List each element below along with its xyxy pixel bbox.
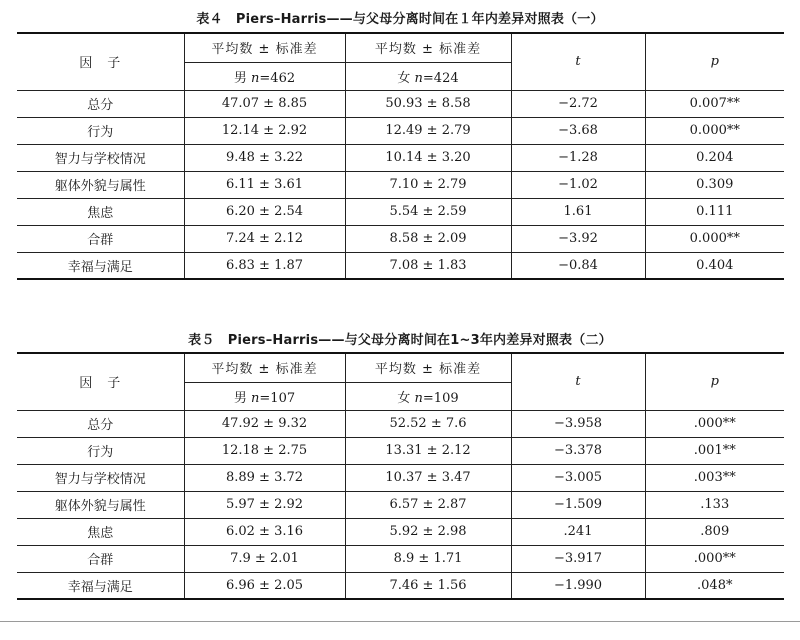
factor-cell: 合群 (17, 225, 184, 252)
t-value-cell: −1.02 (511, 171, 645, 198)
table-4-header-row (17, 33, 784, 62)
female-mean-sd-header: 平均数 ± 标准差 (345, 353, 511, 382)
male-sample-header: 男 n=462 (184, 62, 345, 90)
table-row (17, 252, 784, 279)
female-sample-header: 女 n=424 (345, 62, 511, 90)
table-row (17, 225, 784, 252)
table-row (17, 117, 784, 144)
t-value-cell: −0.84 (511, 252, 645, 279)
table-4-title: 表４ Piers–Harris——与父母分离时间在１年内差异对照表（一） (196, 12, 604, 27)
p-header: p (645, 33, 784, 90)
male-value-cell: 8.89 ± 3.72 (184, 464, 345, 491)
t-value-cell: −2.72 (511, 90, 645, 117)
factor-cell: 智力与学校情况 (17, 144, 184, 171)
female-value-cell: 10.14 ± 3.20 (345, 144, 511, 171)
p-value-cell: 0.204 (645, 144, 784, 171)
t-value-cell: −1.509 (511, 491, 645, 518)
female-value-cell: 5.92 ± 2.98 (345, 518, 511, 545)
factor-cell: 躯体外貌与属性 (17, 491, 184, 518)
t-value-cell: −3.917 (511, 545, 645, 572)
male-value-cell: 12.18 ± 2.75 (184, 437, 345, 464)
table-4 (17, 32, 784, 280)
p-value-cell: 0.111 (645, 198, 784, 225)
table-row (17, 410, 784, 437)
p-value-cell: .133 (645, 491, 784, 518)
p-value-cell: 0.000** (645, 225, 784, 252)
page-bottom-divider (0, 621, 800, 622)
table-row (17, 545, 784, 572)
table-row (17, 572, 784, 599)
male-mean-sd-header: 平均数 ± 标准差 (184, 33, 345, 62)
factor-cell: 焦虑 (17, 198, 184, 225)
male-value-cell: 7.9 ± 2.01 (184, 545, 345, 572)
t-value-cell: .241 (511, 518, 645, 545)
female-value-cell: 7.46 ± 1.56 (345, 572, 511, 599)
p-value-cell: .000** (645, 410, 784, 437)
factor-cell: 焦虑 (17, 518, 184, 545)
table-row (17, 171, 784, 198)
p-value-cell: .003** (645, 464, 784, 491)
t-value-cell: −3.68 (511, 117, 645, 144)
table-row (17, 198, 784, 225)
male-value-cell: 6.20 ± 2.54 (184, 198, 345, 225)
factor-cell: 躯体外貌与属性 (17, 171, 184, 198)
table-row (17, 491, 784, 518)
table-row (17, 437, 784, 464)
male-value-cell: 6.83 ± 1.87 (184, 252, 345, 279)
male-mean-sd-header: 平均数 ± 标准差 (184, 353, 345, 382)
p-value-cell: .001** (645, 437, 784, 464)
p-value-cell: 0.404 (645, 252, 784, 279)
t-value-cell: −3.005 (511, 464, 645, 491)
factor-cell: 行为 (17, 117, 184, 144)
female-sample-header: 女 n=109 (345, 382, 511, 410)
female-value-cell: 5.54 ± 2.59 (345, 198, 511, 225)
table-row (17, 144, 784, 171)
female-mean-sd-header: 平均数 ± 标准差 (345, 33, 511, 62)
female-value-cell: 7.10 ± 2.79 (345, 171, 511, 198)
table-5-title: 表５ Piers–Harris——与父母分离时间在1~3年内差异对照表（二） (188, 333, 612, 348)
table-5 (17, 352, 784, 600)
p-value-cell: .809 (645, 518, 784, 545)
t-value-cell: −3.958 (511, 410, 645, 437)
t-value-cell: 1.61 (511, 198, 645, 225)
table-row (17, 90, 784, 117)
p-header: p (645, 353, 784, 410)
p-value-cell: 0.309 (645, 171, 784, 198)
factor-cell: 智力与学校情况 (17, 464, 184, 491)
female-value-cell: 13.31 ± 2.12 (345, 437, 511, 464)
factor-cell: 总分 (17, 410, 184, 437)
male-value-cell: 6.96 ± 2.05 (184, 572, 345, 599)
t-value-cell: −1.990 (511, 572, 645, 599)
male-value-cell: 9.48 ± 3.22 (184, 144, 345, 171)
factor-header: 因 子 (17, 33, 184, 90)
male-value-cell: 6.11 ± 3.61 (184, 171, 345, 198)
male-value-cell: 47.07 ± 8.85 (184, 90, 345, 117)
male-value-cell: 47.92 ± 9.32 (184, 410, 345, 437)
factor-cell: 总分 (17, 90, 184, 117)
p-value-cell: 0.007** (645, 90, 784, 117)
factor-cell: 幸福与满足 (17, 252, 184, 279)
p-value-cell: .000** (645, 545, 784, 572)
female-value-cell: 12.49 ± 2.79 (345, 117, 511, 144)
factor-header: 因 子 (17, 353, 184, 410)
p-value-cell: 0.000** (645, 117, 784, 144)
factor-cell: 行为 (17, 437, 184, 464)
table-row (17, 518, 784, 545)
p-value-cell: .048* (645, 572, 784, 599)
female-value-cell: 6.57 ± 2.87 (345, 491, 511, 518)
table-5-header-row (17, 353, 784, 382)
female-value-cell: 7.08 ± 1.83 (345, 252, 511, 279)
t-header: t (511, 33, 645, 90)
female-value-cell: 8.9 ± 1.71 (345, 545, 511, 572)
male-sample-header: 男 n=107 (184, 382, 345, 410)
female-value-cell: 52.52 ± 7.6 (345, 410, 511, 437)
t-value-cell: −3.92 (511, 225, 645, 252)
t-header: t (511, 353, 645, 410)
male-value-cell: 5.97 ± 2.92 (184, 491, 345, 518)
t-value-cell: −3.378 (511, 437, 645, 464)
male-value-cell: 7.24 ± 2.12 (184, 225, 345, 252)
factor-cell: 幸福与满足 (17, 572, 184, 599)
female-value-cell: 50.93 ± 8.58 (345, 90, 511, 117)
male-value-cell: 12.14 ± 2.92 (184, 117, 345, 144)
t-value-cell: −1.28 (511, 144, 645, 171)
female-value-cell: 8.58 ± 2.09 (345, 225, 511, 252)
male-value-cell: 6.02 ± 3.16 (184, 518, 345, 545)
female-value-cell: 10.37 ± 3.47 (345, 464, 511, 491)
table-row (17, 464, 784, 491)
factor-cell: 合群 (17, 545, 184, 572)
